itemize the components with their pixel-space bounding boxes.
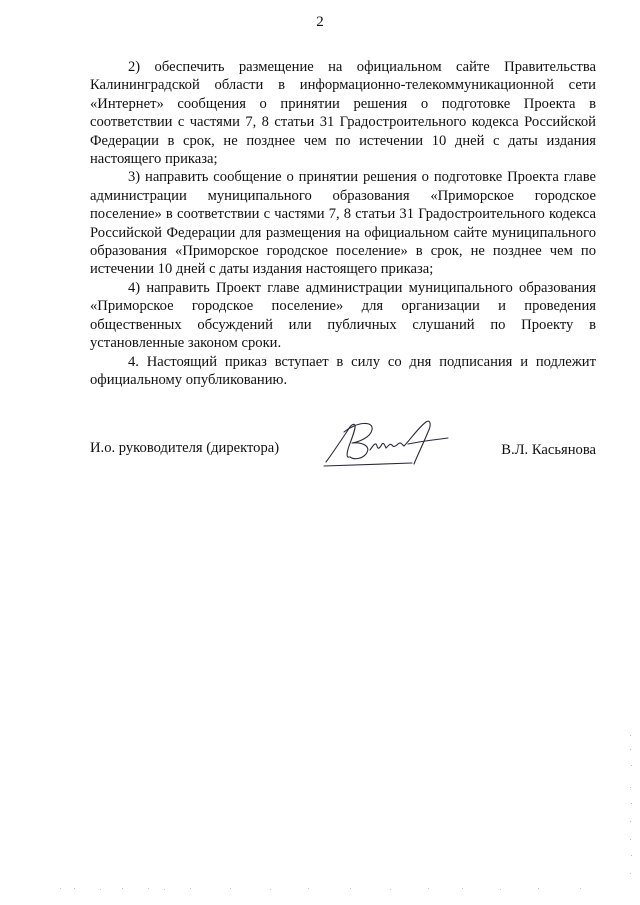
page-number: 2 — [316, 14, 324, 30]
scan-artifact-margin — [626, 735, 636, 885]
document-body — [90, 58, 596, 389]
signatory-role: И.о. руководителя (директора) — [90, 440, 280, 456]
paragraph-item-3: 3) направить сообщение о принятии решения о подготовке Проекта главе администрации муниципального образования «Приморское городское поселение» в соответствии с частями 7, 8 статьи 31 Градостроительного кодекса Российской Федерации для размещения на официальном сайте муниципального образования «Приморское городское поселение» в срок, не позднее чем по истечении 10 дней с даты издания настоящего приказа; — [90, 169, 596, 278]
scan-artifact-bottom — [60, 886, 620, 892]
paragraph-item-4: 4) направить Проект главе администрации муниципального образования «Приморское городское поселение» для организации и проведения общественных обсуждений или публичных слушаний по Проекту в установленные законом сроки. — [90, 279, 596, 352]
handwritten-signature — [322, 416, 452, 468]
paragraph-clause-4: 4. Настоящий приказ вступает в силу со дня подписания и подлежит официальному опубликованию. — [90, 353, 596, 388]
paragraph-item-2: 2) обеспечить размещение на официальном сайте Правительства Калининградской области в информационно-телекоммуникационной сети «Интернет» сообщения о принятии решения о подготовке Проекта в соответствии с частями 7, 8 статьи 31 Градостроительного кодекса Российской Федерации в срок, не позднее чем по истечении 10 дней с даты издания настоящего приказа; — [90, 59, 596, 168]
signatory-name: В.Л. Касьянова — [501, 442, 596, 458]
signature-block — [90, 428, 596, 468]
